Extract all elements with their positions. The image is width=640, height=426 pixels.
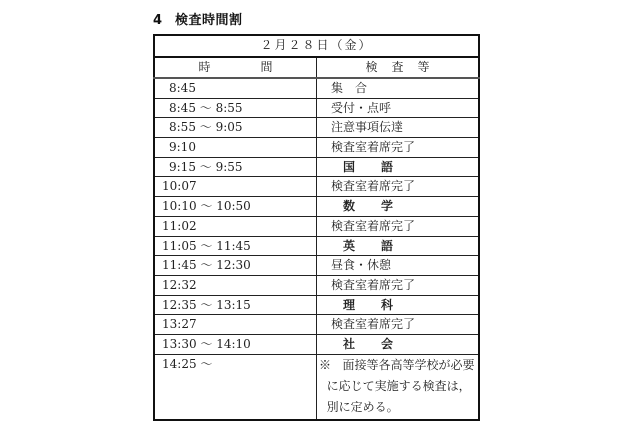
table-row (154, 138, 479, 158)
table-row (154, 315, 479, 335)
event-cell: 受付・点呼 (317, 98, 480, 118)
section-number: 4 (153, 13, 163, 28)
note-line: に応じて実施する検査は， (326, 378, 471, 393)
date-header: ２月２８日（金） (154, 35, 479, 57)
event-cell: 検査室着席完了 (317, 177, 480, 197)
time-cell: 12:32 (154, 275, 317, 295)
time-cell: 8:45 (154, 78, 317, 98)
subject-cell: 英 語 (317, 236, 480, 256)
table-row (154, 177, 479, 197)
event-cell: 注意事項伝達 (317, 118, 480, 138)
note-cell (317, 354, 480, 420)
event-cell: 検査室着席完了 (317, 216, 480, 236)
table-row (154, 295, 479, 315)
subject-cell: 数 学 (317, 197, 480, 217)
table-row (154, 256, 479, 276)
column-header-row (154, 57, 479, 78)
note-row (154, 354, 479, 420)
subject-cell: 社 会 (317, 334, 480, 354)
subject-cell: 理 科 (317, 295, 480, 315)
time-cell: 8:55 ～ 9:05 (154, 118, 317, 138)
time-cell: 11:05 ～ 11:45 (154, 236, 317, 256)
table-row (154, 78, 479, 98)
time-cell: 9:10 (154, 138, 317, 158)
column-header-event: 検 査 等 (317, 57, 480, 78)
section-heading (153, 9, 243, 28)
time-cell: 11:45 ～ 12:30 (154, 256, 317, 276)
subject-cell: 国 語 (317, 157, 480, 177)
time-cell: 8:45 ～ 8:55 (154, 98, 317, 118)
section-title: 検査時間割 (175, 13, 243, 28)
time-cell: 12:35 ～ 13:15 (154, 295, 317, 315)
time-cell: 9:15 ～ 9:55 (154, 157, 317, 177)
table-row (154, 118, 479, 138)
table-row (154, 98, 479, 118)
exam-schedule-table (153, 34, 480, 421)
event-cell: 検査室着席完了 (317, 275, 480, 295)
event-cell: 検査室着席完了 (317, 315, 480, 335)
date-header-row (154, 35, 479, 57)
time-cell: 10:07 (154, 177, 317, 197)
table-row (154, 216, 479, 236)
table-row (154, 275, 479, 295)
table-row (154, 236, 479, 256)
note-line: 別に定める。 (326, 399, 399, 414)
event-cell: 検査室着席完了 (317, 138, 480, 158)
event-cell: 昼食・休憩 (317, 256, 480, 276)
time-cell: 13:30 ～ 14:10 (154, 334, 317, 354)
time-cell: 14:25 ～ (154, 354, 317, 420)
note-mark: ※ (319, 357, 332, 372)
table-row (154, 197, 479, 217)
table-row (154, 334, 479, 354)
note-line: 面接等各高等学校が必要 (342, 357, 475, 372)
table-row (154, 157, 479, 177)
time-cell: 13:27 (154, 315, 317, 335)
time-cell: 10:10 ～ 10:50 (154, 197, 317, 217)
column-header-time: 時 間 (154, 57, 317, 78)
event-cell: 集 合 (317, 78, 480, 98)
time-cell: 11:02 (154, 216, 317, 236)
